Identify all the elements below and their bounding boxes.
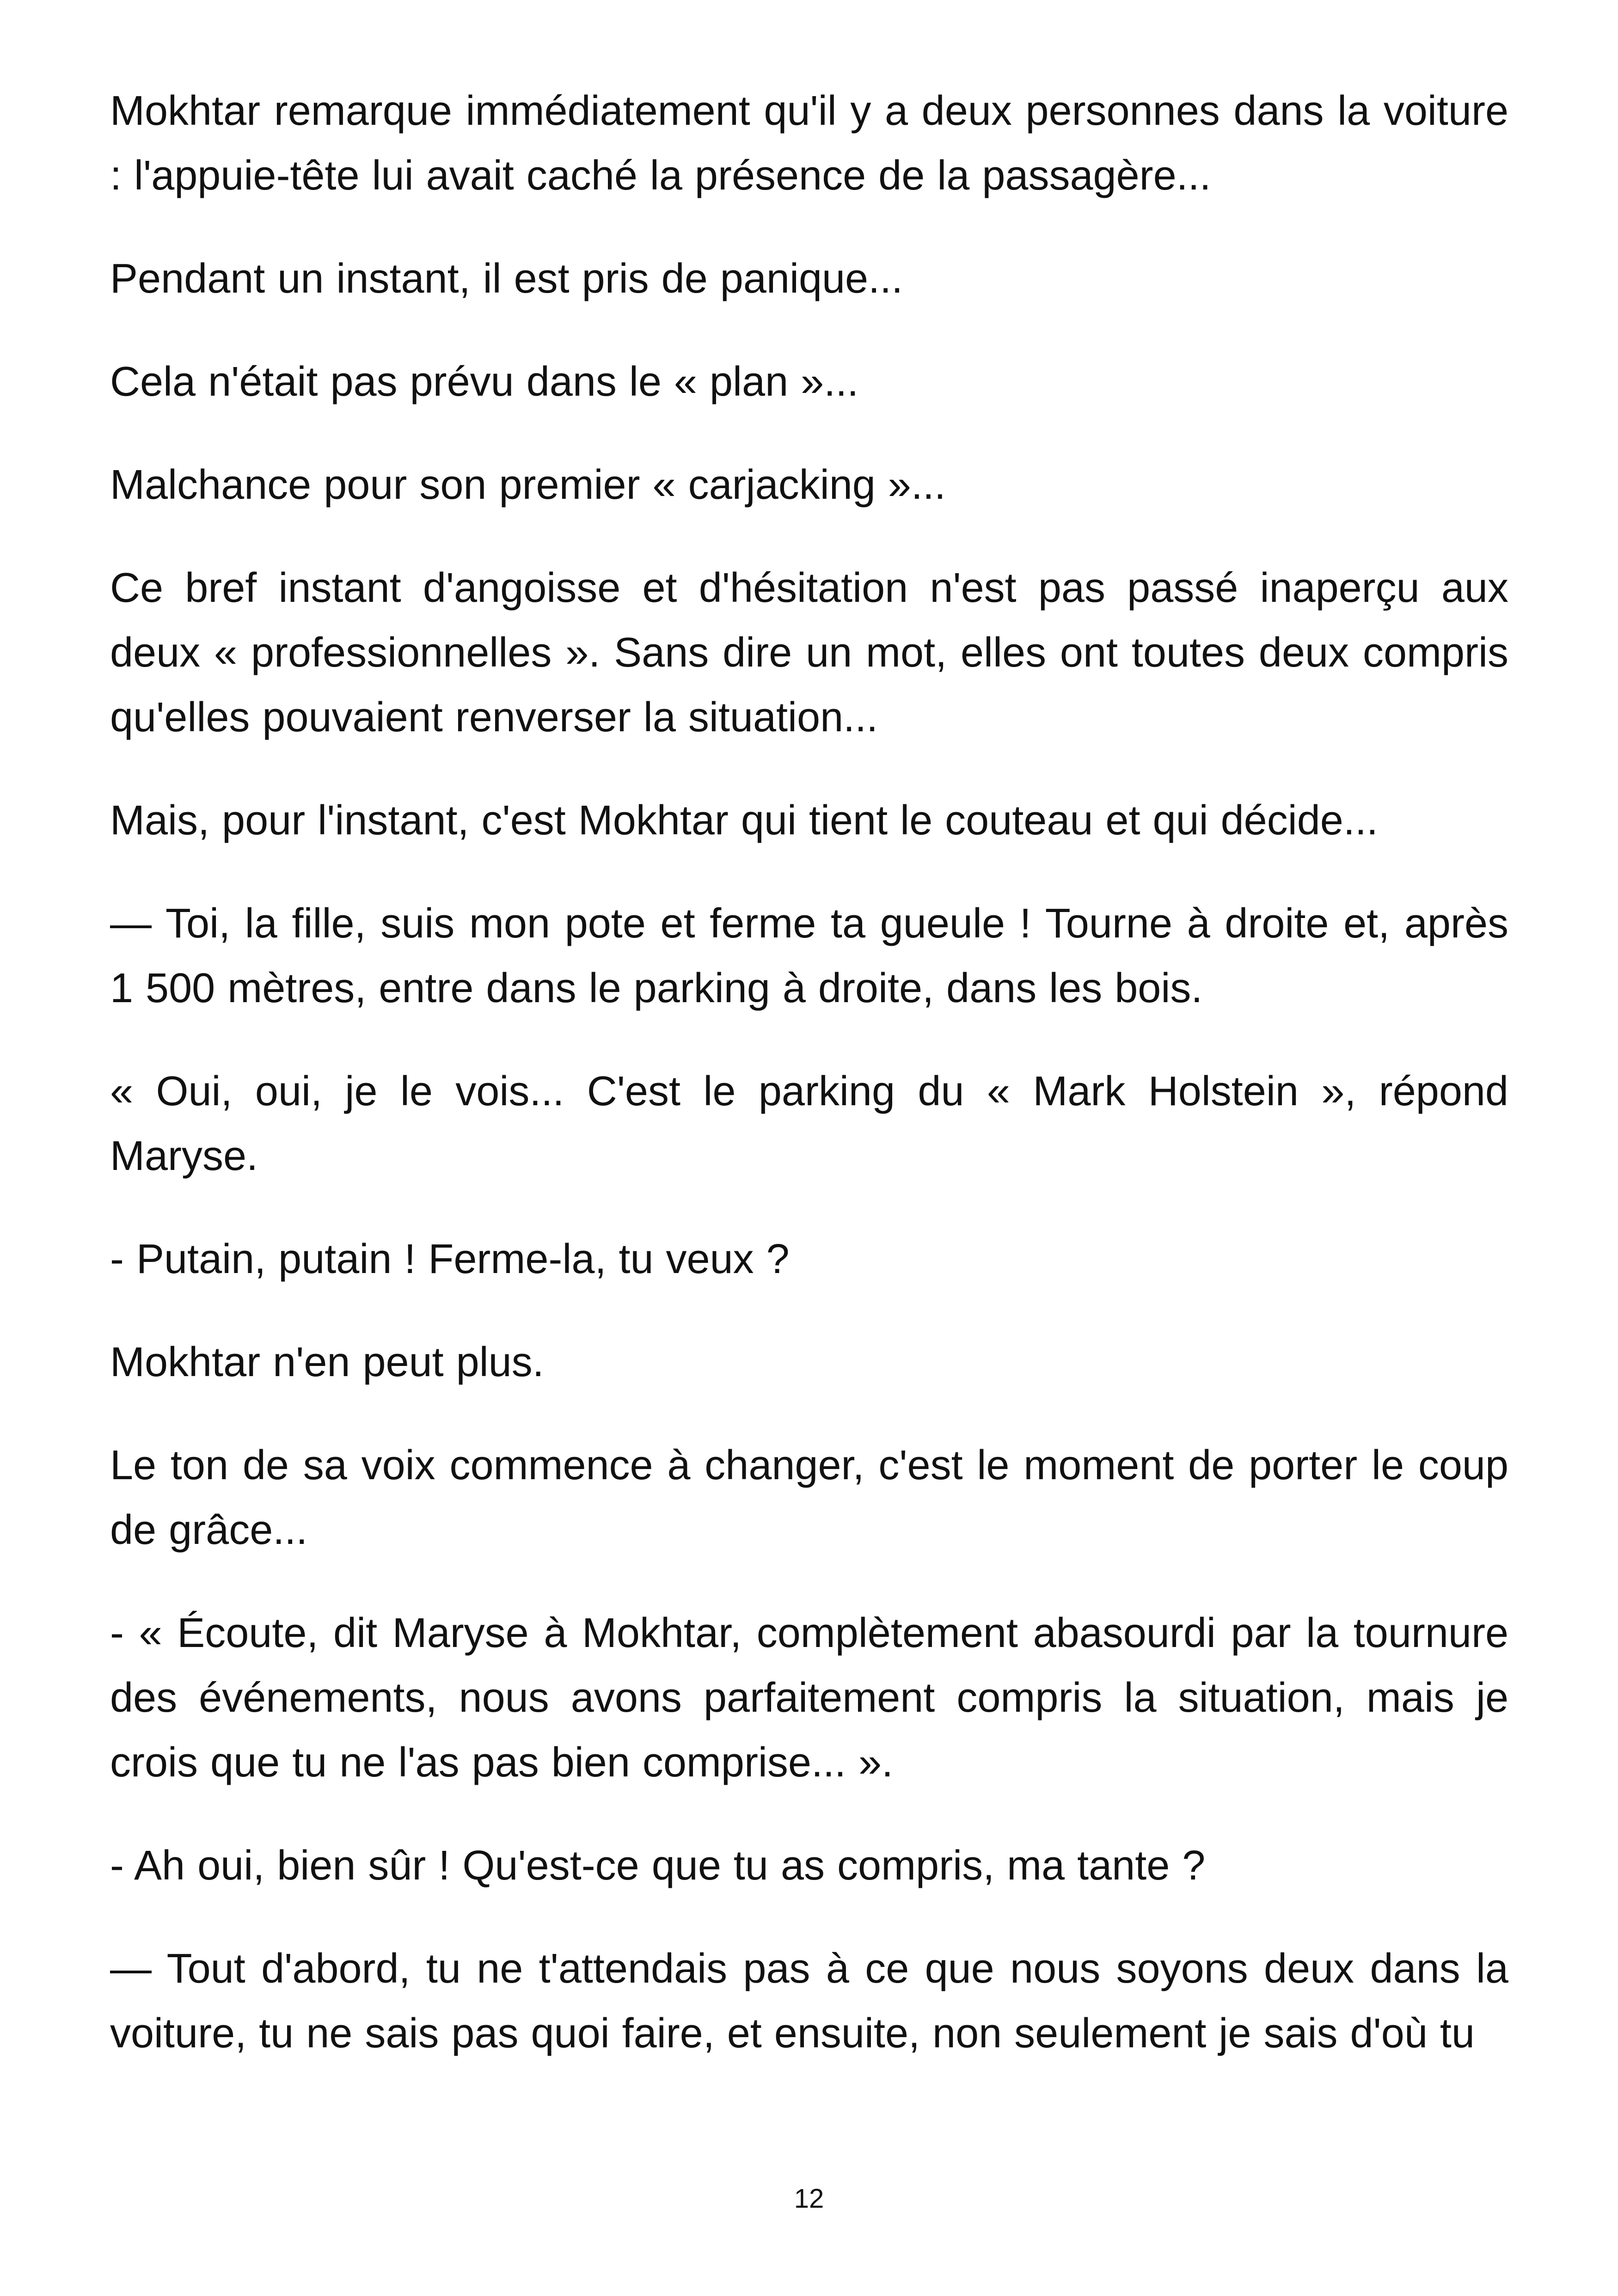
paragraph: - Putain, putain ! Ferme-la, tu veux ? xyxy=(110,1236,790,1282)
paragraph: Ce bref instant d'angoisse et d'hésitation n'est pas passé inaperçu aux deux « professionnelles ». Sans dire un mot, elles ont toutes deux compris qu'elles pouvaient renverser la situation... xyxy=(110,565,1508,741)
paragraph: - Ah oui, bien sûr ! Qu'est-ce que tu as compris, ma tante ? xyxy=(110,1843,1206,1889)
paragraph: Malchance pour son premier « carjacking »... xyxy=(110,462,946,508)
paragraph: - « Écoute, dit Maryse à Mokhtar, complètement abasourdi par la tournure des événements, nous avons parfaitement compris la situation, mais je crois que tu ne l'as pas bien comprise... ». xyxy=(110,1610,1508,1786)
body-text xyxy=(110,79,1508,2066)
paragraph: — Toi, la fille, suis mon pote et ferme ta gueule ! Tourne à droite et, après 1 500 mètres, entre dans le parking à droite, dans les bois. xyxy=(110,900,1508,1011)
paragraph: — Tout d'abord, tu ne t'attendais pas à ce que nous soyons deux dans la voiture, tu ne sais pas quoi faire, et ensuite, non seulement je sais d'où tu xyxy=(110,1946,1508,2057)
paragraph: Mokhtar n'en peut plus. xyxy=(110,1339,544,1385)
paragraph: Le ton de sa voix commence à changer, c'est le moment de porter le coup de grâce... xyxy=(110,1442,1508,1553)
paragraph: Mokhtar remarque immédiatement qu'il y a deux personnes dans la voiture : l'appuie-tête lui avait caché la présence de la passagère... xyxy=(110,88,1508,199)
paragraph: Mais, pour l'instant, c'est Mokhtar qui tient le couteau et qui décide... xyxy=(110,797,1378,844)
paragraph: Pendant un instant, il est pris de panique... xyxy=(110,256,903,302)
page-number: 12 xyxy=(794,2184,824,2214)
paragraph: « Oui, oui, je le vois... C'est le parking du « Mark Holstein », répond Maryse. xyxy=(110,1068,1508,1179)
paragraph: Cela n'était pas prévu dans le « plan »... xyxy=(110,359,859,405)
